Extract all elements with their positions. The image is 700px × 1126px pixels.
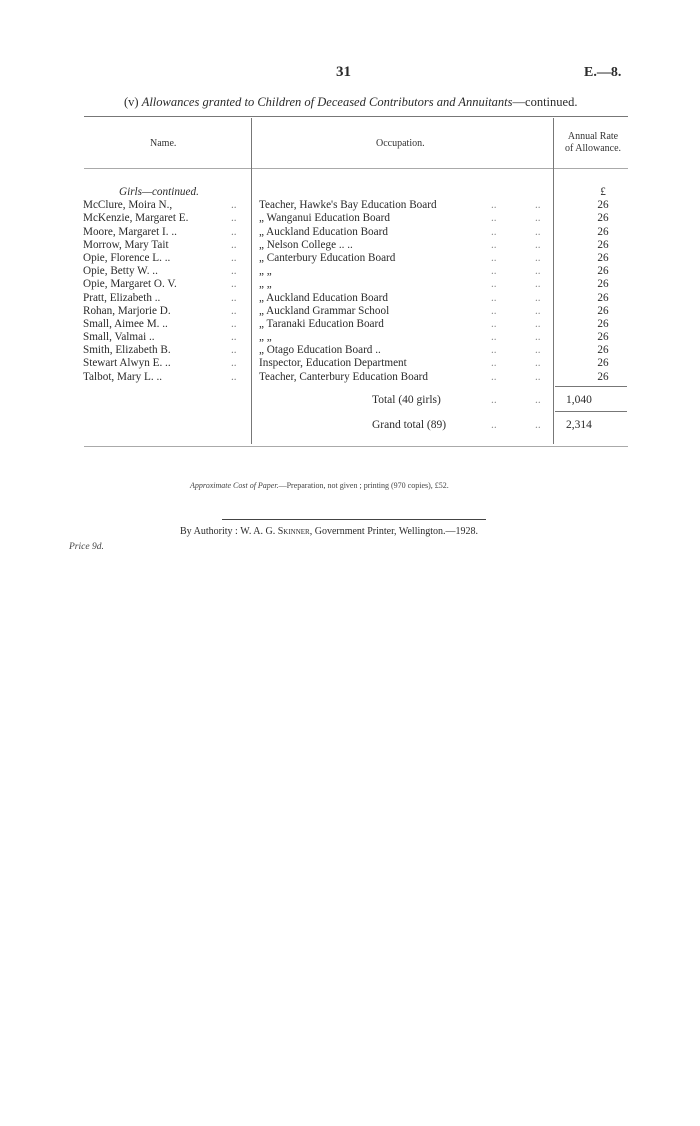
name-leader-dots: .. <box>231 331 237 344</box>
leader-dots: .. <box>535 357 541 370</box>
child-name: Small, Valmai .. <box>83 331 155 344</box>
leader-dots: .. <box>535 278 541 291</box>
allowance-amount: 26 <box>597 370 609 383</box>
rate-header-line2: of Allowance. <box>564 143 622 154</box>
column-header-rate <box>560 131 626 155</box>
occupation: Inspector, Education Department <box>259 357 407 370</box>
occupation: „ Wanganui Education Board <box>259 212 390 225</box>
authority-rest: Government Printer, Wellington.—1928. <box>314 526 479 537</box>
grand-total-value: 2,314 <box>566 419 592 431</box>
child-name: McKenzie, Margaret E. <box>83 212 189 225</box>
allowance-amount: 26 <box>597 212 609 225</box>
occupation: „ „ <box>259 278 272 291</box>
leader-dots: .. <box>491 265 497 278</box>
child-name: Morrow, Mary Tait <box>83 238 169 251</box>
leader-dots: .. <box>491 199 497 212</box>
cost-note-rest: —Preparation, not given ; printing (970 copies), £52. <box>278 481 449 490</box>
name-leader-dots: .. <box>231 212 237 225</box>
child-name: Moore, Margaret I. .. <box>83 225 177 238</box>
grand-total-leader-dots: .. <box>535 419 541 431</box>
child-name: Opie, Florence L. .. <box>83 251 171 264</box>
leader-dots: .. <box>491 331 497 344</box>
name-leader-dots: .. <box>231 370 237 383</box>
occupation: Teacher, Hawke's Bay Education Board <box>259 199 437 212</box>
leader-dots: .. <box>535 251 541 264</box>
allowance-amount: 26 <box>597 265 609 278</box>
leader-dots: .. <box>491 304 497 317</box>
occupation: „ Canterbury Education Board <box>259 251 396 264</box>
allowance-amount: 26 <box>597 304 609 317</box>
leader-dots: .. <box>535 212 541 225</box>
name-leader-dots: .. <box>231 304 237 317</box>
leader-dots: .. <box>491 251 497 264</box>
leader-dots: .. <box>491 212 497 225</box>
occupation: „ Auckland Education Board <box>259 291 388 304</box>
name-leader-dots: .. <box>231 357 237 370</box>
leader-dots: .. <box>491 344 497 357</box>
leader-dots: .. <box>491 370 497 383</box>
header-bottom-rule <box>84 168 628 169</box>
leader-dots: .. <box>535 344 541 357</box>
allowance-amount: 26 <box>597 199 609 212</box>
occupation: „ „ <box>259 265 272 278</box>
child-name: McClure, Moira N., <box>83 199 173 212</box>
table-top-rule <box>84 116 628 117</box>
authority-rule <box>222 519 486 520</box>
total-leader-dots: .. <box>535 394 541 406</box>
price-note: Price 9d. <box>69 542 104 552</box>
name-leader-dots: .. <box>231 199 237 212</box>
table-bottom-rule <box>84 446 628 447</box>
currency-symbol: £ <box>600 186 606 198</box>
child-name: Smith, Elizabeth B. <box>83 344 171 357</box>
name-leader-dots: .. <box>231 251 237 264</box>
name-leader-dots: .. <box>231 291 237 304</box>
occupation: „ „ <box>259 331 272 344</box>
occupation: „ Auckland Education Board <box>259 225 388 238</box>
column-header-name: Name. <box>150 138 177 149</box>
leader-dots: .. <box>535 199 541 212</box>
child-name: Rohan, Marjorie D. <box>83 304 171 317</box>
column-divider-rate <box>553 118 554 444</box>
leader-dots: .. <box>535 370 541 383</box>
allowance-amount: 26 <box>597 331 609 344</box>
total-value: 1,040 <box>566 394 592 406</box>
child-name: Stewart Alwyn E. .. <box>83 357 171 370</box>
allowance-amount: 26 <box>597 225 609 238</box>
leader-dots: .. <box>491 317 497 330</box>
leader-dots: .. <box>491 225 497 238</box>
name-leader-dots: .. <box>231 278 237 291</box>
name-leader-dots: .. <box>231 265 237 278</box>
leader-dots: .. <box>535 225 541 238</box>
caption-suffix: —continued. <box>512 95 578 109</box>
caption-title: Allowances granted to Children of Deceased Contributors and Annuitants <box>141 95 513 109</box>
allowance-amount: 26 <box>597 278 609 291</box>
leader-dots: .. <box>535 291 541 304</box>
child-name: Talbot, Mary L. .. <box>83 370 163 383</box>
leader-dots: .. <box>491 357 497 370</box>
child-name: Opie, Margaret O. V. <box>83 278 177 291</box>
printer-name: W. A. G. Skinner, <box>240 526 313 537</box>
caption-prefix: (v) <box>124 95 139 109</box>
total-leader-dots: .. <box>491 394 497 406</box>
occupation: „ Taranaki Education Board <box>259 317 384 330</box>
allowance-amount: 26 <box>597 238 609 251</box>
child-name: Small, Aimee M. .. <box>83 317 168 330</box>
document-reference: E.—8. <box>584 65 622 80</box>
leader-dots: .. <box>535 265 541 278</box>
authority-prefix: By Authority : <box>180 526 238 537</box>
total-label: Total (40 girls) <box>372 394 441 406</box>
column-divider-name <box>251 118 252 444</box>
allowance-amount: 26 <box>597 357 609 370</box>
leader-dots: .. <box>535 331 541 344</box>
name-leader-dots: .. <box>231 317 237 330</box>
column-header-occupation: Occupation. <box>376 138 425 149</box>
rate-header-line1: Annual Rate <box>567 131 619 142</box>
occupation: „ Auckland Grammar School <box>259 304 390 317</box>
allowance-amount: 26 <box>597 317 609 330</box>
table-caption <box>124 95 577 110</box>
allowance-amount: 26 <box>597 251 609 264</box>
grand-total-leader-dots: .. <box>491 419 497 431</box>
cost-note <box>190 481 449 490</box>
occupation: „ Nelson College .. .. <box>259 238 353 251</box>
grand-total-label: Grand total (89) <box>372 419 447 431</box>
name-leader-dots: .. <box>231 344 237 357</box>
name-leader-dots: .. <box>231 225 237 238</box>
occupation: „ Otago Education Board .. <box>259 344 381 357</box>
child-name: Opie, Betty W. .. <box>83 265 158 278</box>
allowance-amount: 26 <box>597 344 609 357</box>
cost-note-italic: Approximate Cost of Paper. <box>190 481 279 490</box>
child-name: Pratt, Elizabeth .. <box>83 291 161 304</box>
subsection-label: Girls—continued. <box>119 186 199 198</box>
occupation: Teacher, Canterbury Education Board <box>259 370 428 383</box>
leader-dots: .. <box>491 291 497 304</box>
authority-line <box>180 526 478 537</box>
leader-dots: .. <box>535 317 541 330</box>
leader-dots: .. <box>491 238 497 251</box>
leader-dots: .. <box>535 304 541 317</box>
leader-dots: .. <box>535 238 541 251</box>
total-top-rule <box>555 386 627 387</box>
name-leader-dots: .. <box>231 238 237 251</box>
allowance-amount: 26 <box>597 291 609 304</box>
grand-total-top-rule <box>555 411 627 412</box>
leader-dots: .. <box>491 278 497 291</box>
page-number: 31 <box>336 64 351 80</box>
